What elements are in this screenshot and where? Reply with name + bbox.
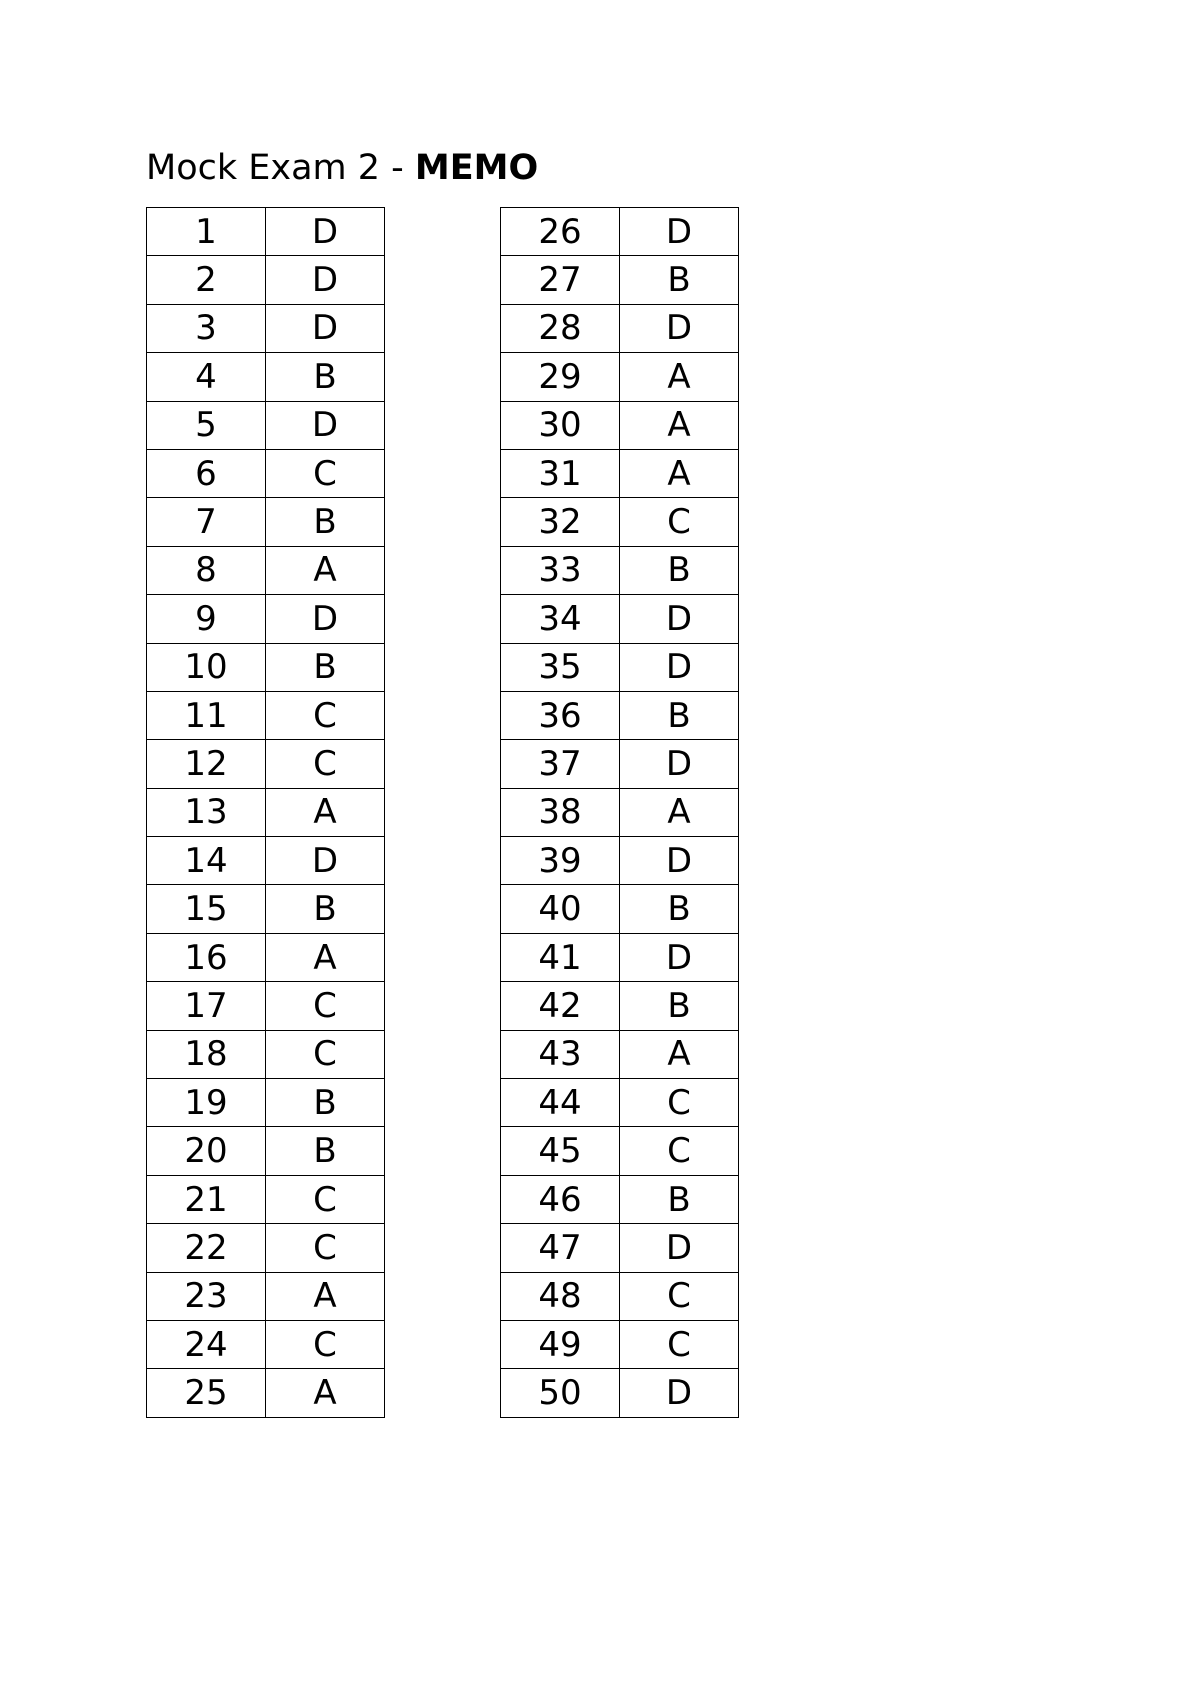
question-number: 22 (147, 1224, 266, 1272)
question-number: 9 (147, 595, 266, 643)
question-number: 16 (147, 933, 266, 981)
question-number: 20 (147, 1127, 266, 1175)
question-number: 48 (501, 1272, 620, 1320)
question-number: 39 (501, 837, 620, 885)
answer-letter: C (266, 740, 385, 788)
answer-letter: D (620, 304, 739, 352)
question-number: 46 (501, 1175, 620, 1223)
table-row (147, 1224, 385, 1272)
question-number: 21 (147, 1175, 266, 1223)
table-row (501, 1272, 739, 1320)
table-row (147, 1369, 385, 1417)
answer-letter: C (620, 1272, 739, 1320)
table-row (501, 1175, 739, 1223)
question-number: 40 (501, 885, 620, 933)
question-number: 41 (501, 933, 620, 981)
question-number: 35 (501, 643, 620, 691)
answer-letter: A (620, 401, 739, 449)
answer-letter: D (620, 1224, 739, 1272)
question-number: 42 (501, 982, 620, 1030)
answer-letter: B (266, 885, 385, 933)
question-number: 17 (147, 982, 266, 1030)
question-number: 24 (147, 1320, 266, 1368)
table-row (147, 304, 385, 352)
answer-letter: D (266, 837, 385, 885)
table-row (147, 1127, 385, 1175)
question-number: 2 (147, 256, 266, 304)
answer-letter: A (266, 788, 385, 836)
answer-letter: A (620, 1030, 739, 1078)
answer-letter: B (620, 256, 739, 304)
question-number: 49 (501, 1320, 620, 1368)
table-row (501, 498, 739, 546)
question-number: 30 (501, 401, 620, 449)
answer-letter: D (620, 933, 739, 981)
answer-letter: C (266, 1175, 385, 1223)
answer-letter: D (266, 304, 385, 352)
question-number: 19 (147, 1079, 266, 1127)
table-row (501, 256, 739, 304)
answer-letter: D (266, 595, 385, 643)
table-row (501, 933, 739, 981)
answer-letter: B (620, 885, 739, 933)
answer-letter: D (620, 643, 739, 691)
question-number: 14 (147, 837, 266, 885)
table-row (147, 643, 385, 691)
answer-letter: B (620, 546, 739, 594)
question-number: 34 (501, 595, 620, 643)
answer-letter: D (620, 740, 739, 788)
table-row (501, 1127, 739, 1175)
table-row (147, 740, 385, 788)
question-number: 32 (501, 498, 620, 546)
question-number: 27 (501, 256, 620, 304)
answer-letter: D (266, 401, 385, 449)
table-row (501, 208, 739, 256)
question-number: 29 (501, 353, 620, 401)
question-number: 12 (147, 740, 266, 788)
answer-letter: B (266, 353, 385, 401)
table-row (147, 1030, 385, 1078)
question-number: 15 (147, 885, 266, 933)
table-row (147, 885, 385, 933)
question-number: 1 (147, 208, 266, 256)
answer-letter: B (266, 1127, 385, 1175)
answer-letter: C (266, 1224, 385, 1272)
table-row (501, 1030, 739, 1078)
answer-letter: A (620, 353, 739, 401)
table-row (501, 643, 739, 691)
answer-letter: C (266, 1320, 385, 1368)
question-number: 26 (501, 208, 620, 256)
answer-letter: C (620, 1127, 739, 1175)
table-row (147, 1272, 385, 1320)
question-number: 4 (147, 353, 266, 401)
table-row (501, 885, 739, 933)
table-row (501, 1369, 739, 1417)
document-title (146, 144, 538, 192)
answer-letter: A (266, 546, 385, 594)
question-number: 8 (147, 546, 266, 594)
question-number: 7 (147, 498, 266, 546)
table-row (501, 982, 739, 1030)
answer-letter: A (266, 1369, 385, 1417)
question-number: 18 (147, 1030, 266, 1078)
table-row (147, 933, 385, 981)
table-row (147, 1175, 385, 1223)
question-number: 13 (147, 788, 266, 836)
table-row (501, 449, 739, 497)
title-prefix: Mock Exam 2 - (146, 148, 415, 188)
table-row (147, 837, 385, 885)
question-number: 45 (501, 1127, 620, 1175)
question-number: 47 (501, 1224, 620, 1272)
answer-table-26-50 (500, 207, 739, 1418)
answer-letter: D (620, 1369, 739, 1417)
table-row (147, 498, 385, 546)
answer-letter: C (266, 449, 385, 497)
table-row (501, 304, 739, 352)
answer-table-body (147, 208, 385, 1418)
answer-letter: C (620, 1320, 739, 1368)
answer-letter: A (266, 1272, 385, 1320)
question-number: 6 (147, 449, 266, 497)
answer-letter: D (620, 837, 739, 885)
answer-letter: B (620, 982, 739, 1030)
answer-letter: A (266, 933, 385, 981)
question-number: 43 (501, 1030, 620, 1078)
table-row (501, 1224, 739, 1272)
answer-letter: B (620, 1175, 739, 1223)
table-row (147, 401, 385, 449)
table-row (147, 982, 385, 1030)
answer-letter: C (266, 691, 385, 739)
table-row (501, 401, 739, 449)
answer-letter: D (266, 256, 385, 304)
question-number: 50 (501, 1369, 620, 1417)
answer-letter: B (620, 691, 739, 739)
table-row (147, 691, 385, 739)
title-memo: MEMO (414, 148, 539, 188)
table-row (147, 546, 385, 594)
table-row (501, 837, 739, 885)
question-number: 36 (501, 691, 620, 739)
answer-letter: D (620, 595, 739, 643)
table-row (147, 788, 385, 836)
answer-letter: D (266, 208, 385, 256)
question-number: 28 (501, 304, 620, 352)
table-row (501, 788, 739, 836)
table-row (147, 353, 385, 401)
answer-letter: C (266, 982, 385, 1030)
answer-letter: B (266, 498, 385, 546)
table-row (501, 546, 739, 594)
table-row (501, 740, 739, 788)
answer-table-1-25 (146, 207, 385, 1418)
answer-letter: A (620, 449, 739, 497)
question-number: 10 (147, 643, 266, 691)
question-number: 37 (501, 740, 620, 788)
question-number: 44 (501, 1079, 620, 1127)
table-row (501, 1320, 739, 1368)
table-row (147, 208, 385, 256)
table-row (501, 1079, 739, 1127)
question-number: 23 (147, 1272, 266, 1320)
answer-letter: D (620, 208, 739, 256)
answer-letter: B (266, 1079, 385, 1127)
table-row (501, 691, 739, 739)
question-number: 5 (147, 401, 266, 449)
question-number: 3 (147, 304, 266, 352)
answer-letter: B (266, 643, 385, 691)
question-number: 11 (147, 691, 266, 739)
question-number: 25 (147, 1369, 266, 1417)
answer-letter: C (266, 1030, 385, 1078)
question-number: 33 (501, 546, 620, 594)
table-row (147, 449, 385, 497)
answer-table-body (501, 208, 739, 1418)
table-row (147, 595, 385, 643)
answer-letter: A (620, 788, 739, 836)
question-number: 31 (501, 449, 620, 497)
table-row (147, 256, 385, 304)
table-row (147, 1079, 385, 1127)
answer-letter: C (620, 1079, 739, 1127)
table-row (147, 1320, 385, 1368)
question-number: 38 (501, 788, 620, 836)
answer-letter: C (620, 498, 739, 546)
table-row (501, 595, 739, 643)
table-row (501, 353, 739, 401)
